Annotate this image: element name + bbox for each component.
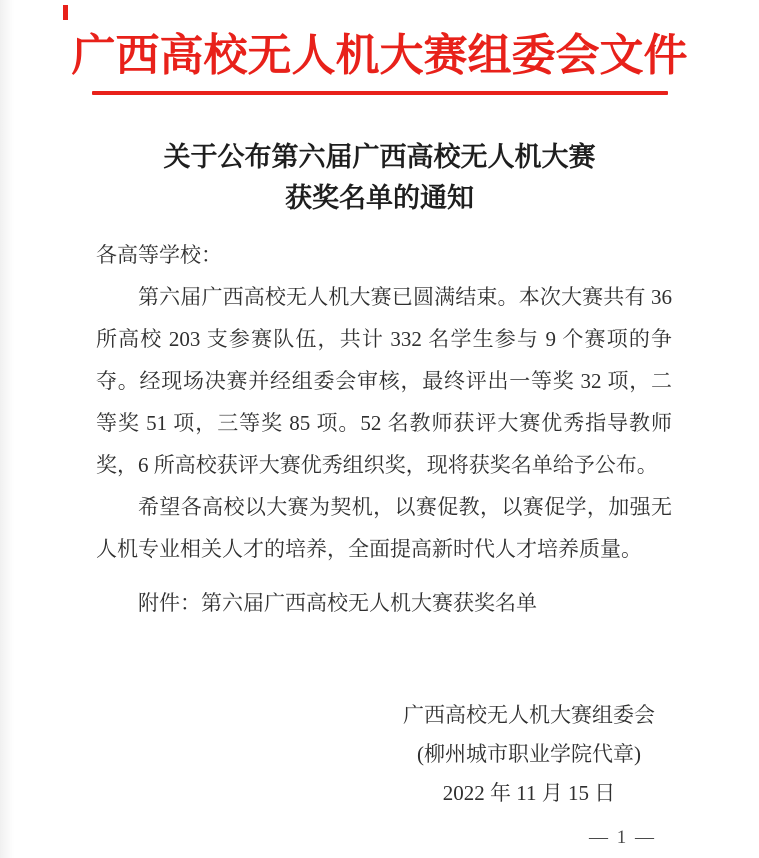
salutation: 各高等学校： xyxy=(96,243,222,267)
document-title-line2: 获奖名单的通知 xyxy=(285,183,474,213)
document-title-line1: 关于公布第六届广西高校无人机大赛 xyxy=(163,142,596,172)
body-paragraph-1: 第六届广西高校无人机大赛已圆满结束。本次大赛共有 36 所高校 203 支参赛队伍，共计 332 名学生参与 9 个赛项的争夺。经现场决赛并经组委会审核，最终评出一等奖 32 项，二等奖 51 项，三等奖 85 项。52 名教师获评大赛优秀指导教师奖，6 所高校获评大赛优秀组织奖，现将获奖名单给予公布。 xyxy=(96,285,672,477)
signature-seal-note: (柳州城市职业学院代章) xyxy=(417,742,641,766)
signature-date: 2022 年 11 月 15 日 xyxy=(442,781,616,805)
signature-inner xyxy=(403,696,655,813)
letterhead-divider xyxy=(92,91,668,95)
red-crop-mark xyxy=(63,5,68,20)
document-title xyxy=(0,137,759,219)
signature-org: 广西高校无人机大赛组委会 xyxy=(403,703,655,727)
page-number: — 1 — xyxy=(589,827,656,848)
body-paragraph-2: 希望各高校以大赛为契机，以赛促教，以赛促学，加强无人机专业相关人才的培养，全面提高新时代人才培养质量。 xyxy=(96,495,672,561)
signature-block xyxy=(0,696,655,813)
letterhead-title: 广西高校无人机大赛组委会文件 xyxy=(71,31,688,80)
document-body xyxy=(96,234,672,624)
attachment-line: 附件：第六届广西高校无人机大赛获奖名单 xyxy=(138,591,537,615)
